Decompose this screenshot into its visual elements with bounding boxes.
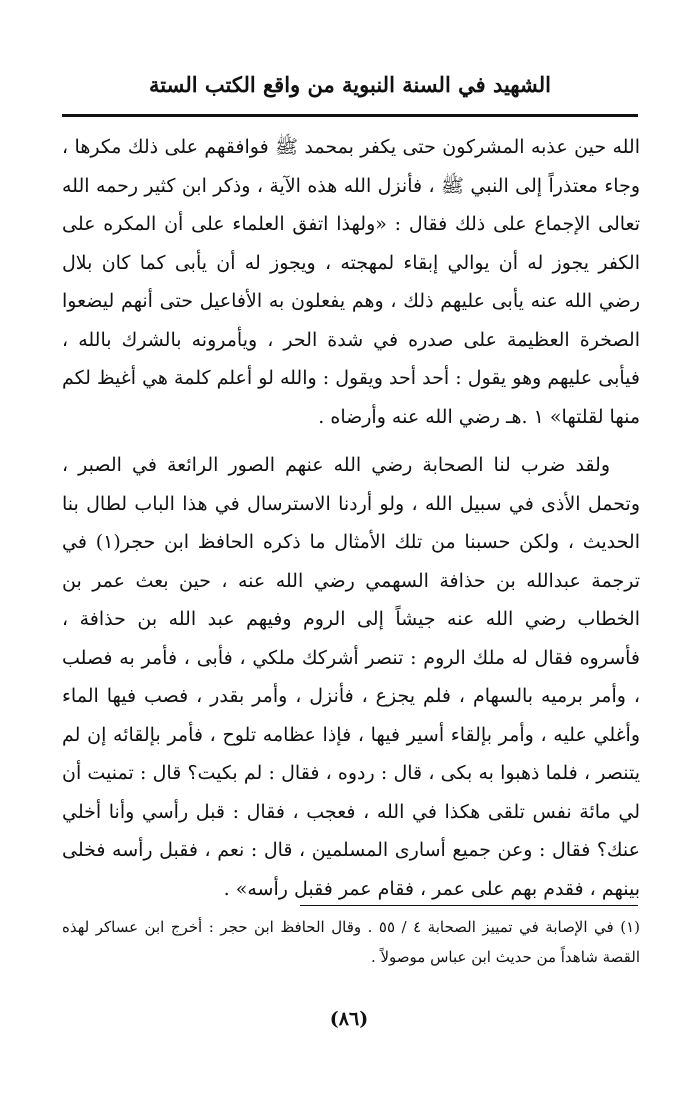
page-number: (٨٦) (329, 1008, 369, 1030)
paragraph-1: الله حين عذبه المشركون حتى يكفر بمحمد ﷺ فوافقهم على ذلك مكرها ، وجاء معتذراً إلى النبي ﷺ ، فأنزل الله هذه الآية ، وذكر ابن كثير رحمه الله تعالى الإجماع على ذلك فقال : «ولهذا اتفق العلماء على أن المكره على الكفر يجوز له أن يوالي إبقاء لمهجته ، ويجوز له أن يأبى كما كان بلال رضي الله عنه يأبى عليهم ذلك ، وهم يفعلون به الأفاعيل حتى أنهم ليضعوا الصخرة العظيمة على صدره في شدة الحر ، ويأمرونه بالشرك بالله ، فيأبى عليهم وهو يقول : أحد أحد ويقول : والله لو أعلم كلمة هي أغيظ لكم منها لقلتها» ١ .هـ رضي الله عنه وأرضاه . (62, 136, 640, 428)
footnote-text: (١) في الإصابة في تمييز الصحابة ٤ / ٥٥ . وقال الحافظ ابن حجر : أخرج ابن عساكر لهذه القصة شاهداً من حديث ابن عباس موصولاً . (62, 918, 640, 966)
main-text (62, 128, 640, 908)
header-title: الشهيد في السنة النبوية من واقع الكتب الستة (149, 72, 551, 97)
footnote-divider (300, 905, 638, 906)
footnote (62, 912, 640, 972)
header-divider (62, 114, 638, 117)
running-header (60, 70, 640, 100)
paragraph-2: ولقد ضرب لنا الصحابة رضي الله عنهم الصور الرائعة في الصبر ، وتحمل الأذى في سبيل الله ، ولو أردنا الاسترسال في هذا الباب لطال بنا الحديث ، ولكن حسبنا من تلك الأمثال ما ذكره الحافظ ابن حجر(١) في ترجمة عبدالله بن حذافة السهمي رضي الله عنه ، حين بعث عمر بن الخطاب رضي الله عنه جيشاً إلى الروم وفيهم عبد الله بن حذافة ، فأسروه فقال له ملك الروم : تنصر أشركك ملكي ، فأبى ، فأمر به فصلب ، وأمر برميه بالسهام ، فلم يجزع ، فأنزل ، وأمر بقدر ، فصب فيها الماء وأغلي عليه ، وأمر بإلقاء أسير فيها ، فإذا عظامه تلوح ، فأمر بإلقائه إن لم يتنصر ، فلما ذهبوا به بكى ، قال : ردوه ، فقال : لم بكيت؟ قال : تمنيت أن لي مائة نفس تلقى هكذا في الله ، فعجب ، فقال : قبل رأسي وأنا أخلي عنك؟ فقال : وعن جميع أسارى المسلمين ، قال : نعم ، فقبل رأسه فخلى بينهم ، فقدم بهم على عمر ، فقام عمر فقبل رأسه» . (62, 454, 640, 900)
